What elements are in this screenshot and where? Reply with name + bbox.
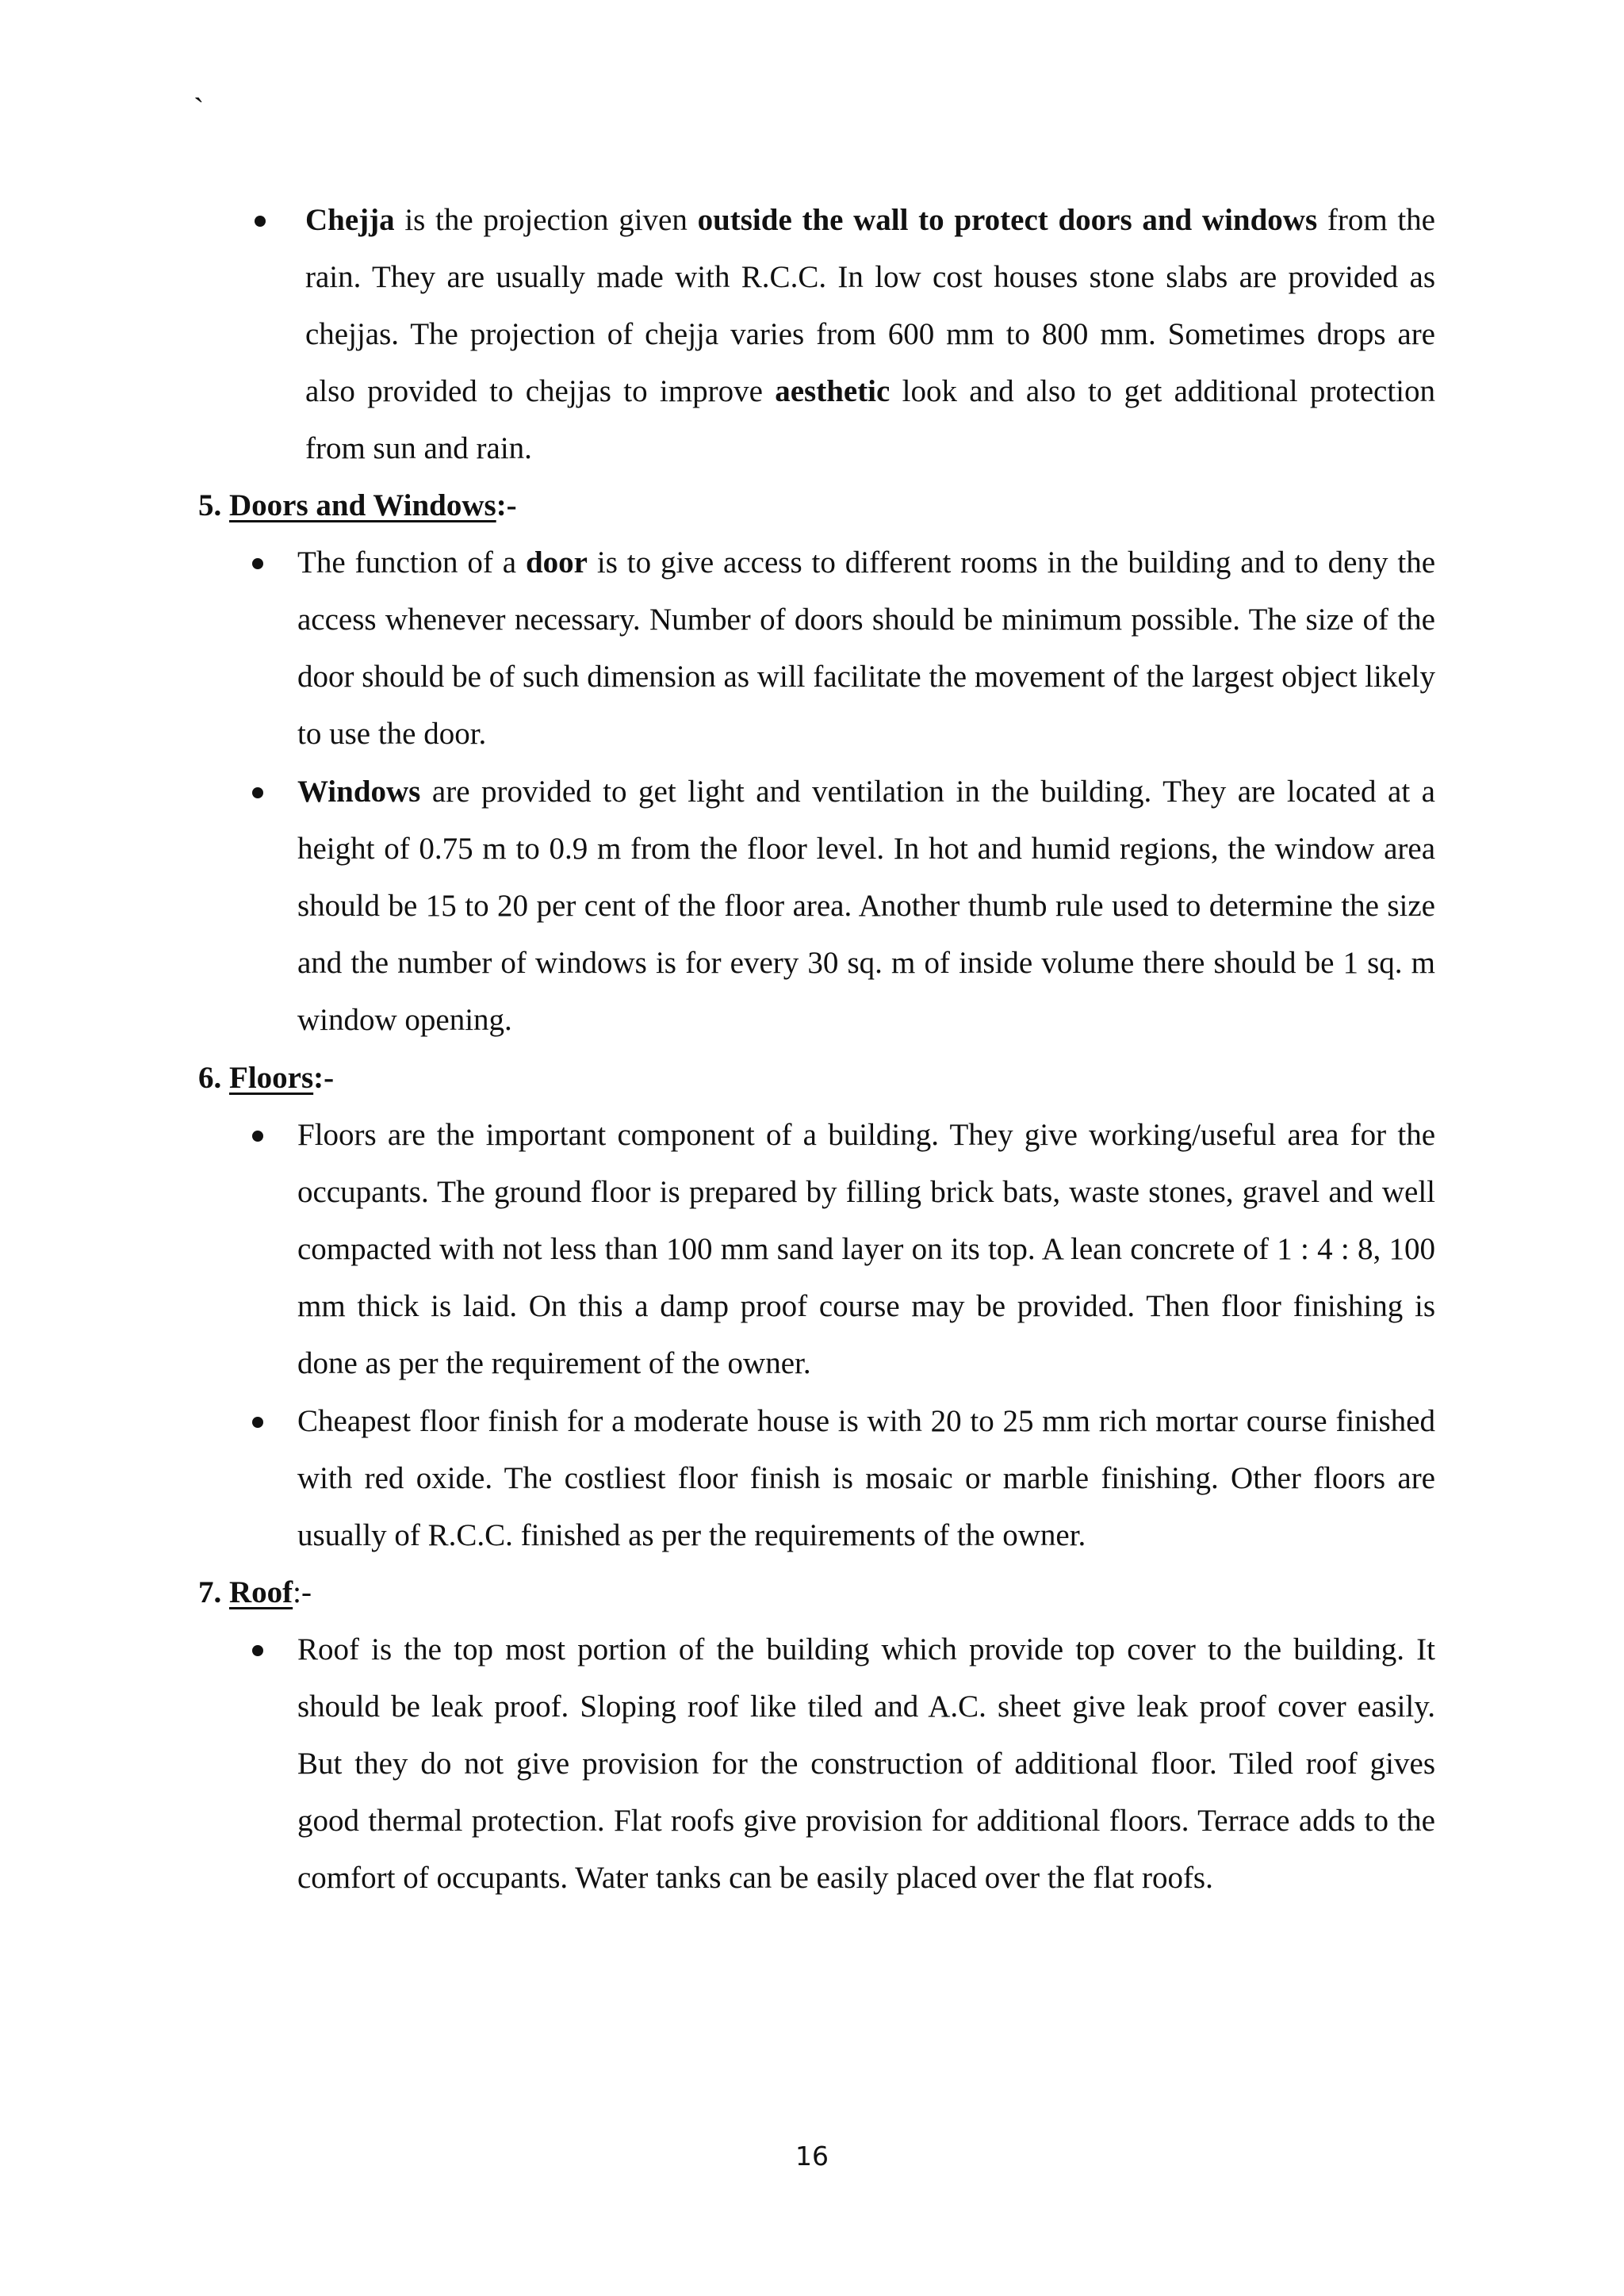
chejja-term: Chejja [305,203,395,237]
roof-bullet [297,1621,1435,1907]
windows-bullet [297,763,1435,1049]
section-6-title: Floors [229,1061,314,1095]
floors-paragraph-1: Floors are the important component of a building. They give working/useful area for the occupants. The ground floor is prepared by filling brick bats, waste stones, gravel and well compacted with not less than 100 mm sand layer on its top. A lean concrete of 1 : 4 : 8, 100 mm thick is laid. On this a damp proof course may be provided. Then floor finishing is done as per the requirement of the owner. [297,1118,1435,1380]
section-5-heading: 5. Doors and Windows:- [198,488,517,522]
bullet-icon [252,1417,263,1428]
roof-paragraph: Roof is the top most portion of the building which provide top cover to the building. It should be leak proof. Sloping roof like tiled and A.C. sheet give leak proof cover easily. But they do not give provision for the construction of additional floor. Tiled roof gives good thermal protection. Flat roofs give provision for additional floors. Terrace adds to the comfort of occupants. Water tanks can be easily placed over the flat roofs. [297,1632,1435,1895]
windows-paragraph: Windows are provided to get light and ventilation in the building. They are located at a height of 0.75 m to 0.9 m from the floor level. In hot and humid regions, the window area should be 15 to 20 per cent of the floor area. Another thumb rule used to determine the size and the number of windows is for every 30 sq. m of inside volume there should be 1 sq. m window opening. [297,775,1435,1037]
chejja-emphasis: outside the wall to protect doors and windows [697,203,1318,237]
chejja-bullet [305,192,1435,477]
doors-bullet [297,534,1435,763]
floors-bullet-1 [297,1107,1435,1392]
page-number: 16 [795,2141,829,2172]
bullet-icon [252,1131,263,1142]
chejja-text-1: is the projection given [394,203,698,237]
floors-paragraph-2: Cheapest floor finish for a moderate house is with 20 to 25 mm rich mortar course finished with red oxide. The costliest floor finish is mosaic or marble finishing. Other floors are usually of R.C.C. finished as per the requirements of the owner. [297,1404,1435,1552]
floors-bullet-2 [297,1393,1435,1564]
bullet-icon [255,216,266,227]
bullet-icon [252,558,263,569]
doors-paragraph: The function of a door is to give access to different rooms in the building and to deny the access whenever necessary. Number of doors should be minimum possible. The size of the door should be of such dimension as will facilitate the movement of the largest object likely to use the door. [297,545,1435,751]
top-mark: ` [193,91,205,127]
section-7-title: Roof [229,1575,293,1609]
bullet-icon [252,787,263,798]
windows-term: Windows [297,775,421,809]
section-5-title: Doors and Windows [229,488,496,522]
section-6-heading: 6. Floors:- [198,1061,335,1095]
chejja-text-2: from the rain. They are usually made with R.C.C. In low cost houses stone slabs are provided as chejjas. The projection of chejja varies from 600 mm to 800 mm. Sometimes drops are also provided to chejjas to improve [305,203,1435,408]
door-term: door [525,545,588,580]
section-7-heading: 7. Roof:- [198,1575,312,1609]
chejja-paragraph [305,192,1435,477]
bullet-icon [252,1645,263,1656]
chejja-text-3: look and also to get additional protection from sun and rain. [305,374,1435,465]
aesthetic-term: aesthetic [775,374,891,408]
